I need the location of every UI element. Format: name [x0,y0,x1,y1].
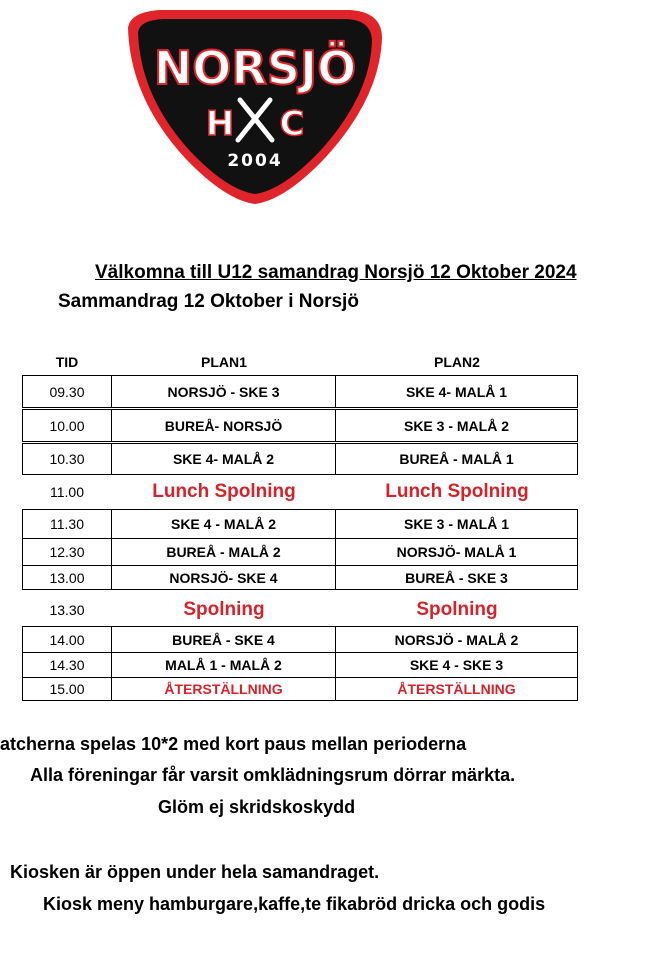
plan1-cell: NORSJÖ - SKE 3 [112,375,336,408]
plan1-cell: NORSJÖ- SKE 4 [112,565,336,590]
time-cell: 10.00 [22,409,112,442]
table-row [0,509,665,539]
plan1-cell: BUREÅ- NORSJÖ [112,409,336,442]
resurfacing-cell: Spolning [416,599,498,620]
kiosk-open-note: Kiosken är öppen under hela samandraget. [10,862,380,882]
plan2-cell: SKE 4- MALÅ 1 [336,375,578,408]
reset-cell: ÅTERSTÄLLNING [112,677,336,701]
plan1-cell: SKE 4 - MALÅ 2 [112,509,336,539]
kiosk-menu-note: Kiosk meny hamburgare,kaffe,te fikabröd dricka och godis [43,894,546,914]
table-row [0,626,665,653]
time-cell: 13.00 [22,565,112,590]
plan2-cell: NORSJÖ- MALÅ 1 [336,538,578,566]
table-row [0,565,665,590]
lunch-break-cell: Lunch Spolning [385,481,529,502]
table-row [0,538,665,566]
match-format-note: atcherna spelas 10*2 med kort paus mellan perioderna [0,734,467,754]
time-cell: 10.30 [22,443,112,475]
time-cell: 15.00 [22,677,112,701]
time-cell: 14.30 [22,652,112,678]
plan2-cell: SKE 3 - MALÅ 2 [336,409,578,442]
plan2-cell: SKE 3 - MALÅ 1 [336,509,578,539]
lunch-break-cell: Lunch Spolning [152,481,296,502]
logo-name-text: NORSJÖ [153,41,357,95]
table-row [0,409,665,442]
logo-h-letter: H [205,104,235,144]
locker-room-note: Alla föreningar får varsit omklädningsrum dörrar märkta. [30,765,516,785]
logo-c-letter: C [279,104,305,144]
plan2-cell: BUREÅ - MALÅ 1 [336,443,578,475]
time-cell: 09.30 [22,375,112,408]
club-logo [120,8,390,208]
header-plan2: PLAN2 [434,354,480,370]
table-row-break [0,476,665,508]
plan2-cell: SKE 4 - SKE 3 [336,652,578,678]
header-plan1: PLAN1 [201,354,247,370]
logo-year-text: 2004 [227,151,283,171]
skate-guard-note: Glöm ej skridskoskydd [158,797,356,817]
table-row [0,677,665,701]
time-cell: 11.00 [50,484,84,500]
resurfacing-cell: Spolning [183,599,265,620]
plan1-cell: BUREÅ - MALÅ 2 [112,538,336,566]
table-row [0,443,665,475]
time-cell: 14.00 [22,626,112,653]
table-row [0,375,665,408]
schedule-subtitle: Sammandrag 12 Oktober i Norsjö [58,291,359,312]
plan1-cell: SKE 4- MALÅ 2 [112,443,336,475]
plan1-cell: BUREÅ - SKE 4 [112,626,336,653]
table-row [0,652,665,678]
plan2-cell: NORSJÖ - MALÅ 2 [336,626,578,653]
time-cell: 11.30 [22,509,112,539]
time-cell: 13.30 [49,602,85,618]
table-row-break [0,594,665,626]
header-time: TID [55,354,79,370]
plan2-cell: BUREÅ - SKE 3 [336,565,578,590]
reset-cell: ÅTERSTÄLLNING [336,677,578,701]
plan1-cell: MALÅ 1 - MALÅ 2 [112,652,336,678]
welcome-heading: Välkomna till U12 samandrag Norsjö 12 Oktober 2024 [95,262,577,283]
time-cell: 12.30 [22,538,112,566]
